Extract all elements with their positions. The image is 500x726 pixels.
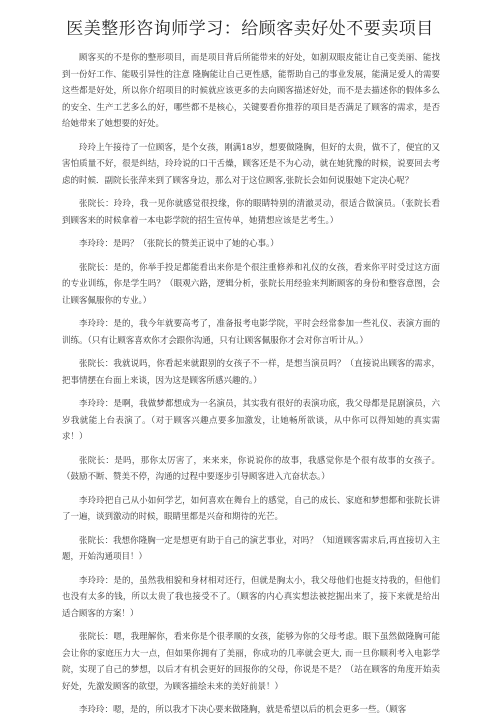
paragraph: 李玲玲：是的，虽然我相貌和身材相对还行，但就是胸太小，我父母他们也挺支持我的，但他们也没有太多的钱，所以太贵了我也接受不了。（顾客的内心真实想法被挖掘出来了，接下来就是给出适合顾客的方案！） xyxy=(62,575,440,619)
paragraph: 张院长：玲玲，我一见你就感觉很投缘，你的眼睛特别的清澈灵动，很适合做演员。（张院长看到顾客来的时候拿着一本电影学院的招生宣传单，她猜想应该是艺考生。） xyxy=(62,199,440,226)
paragraph: 张院长：是的，你举手投足都能看出来你是个很注重修养和礼仪的女孩，看来你平时受过这方面的专业训练，你是学生吗？（眼观六路，逻辑分析，张院长用经验来判断顾客的身份和整容意图，会让顾客佩服你的专业。） xyxy=(62,262,440,306)
paragraph: 李玲玲把自己从小如何学艺，如何喜欢在舞台上的感觉，自己的成长、家庭和梦想都和张院长讲了一遍，谈到激动的时候，眼睛里都是兴奋和期待的光芒。 xyxy=(62,495,440,522)
paragraph: 李玲玲：是吗？（张院长的赞美正说中了她的心事。） xyxy=(79,239,279,249)
paragraph: 张院长：嗯，我理解你，看来你是个很孝顺的女孩，能够为你的父母考虑。眼下虽然做隆胸可能会让你的家庭压力大一点，但如果你拥有了美丽，你成功的几率就会更大, 而一旦你顺利考入电影学院，实现了自己的梦想，以后才有机会更好的回报你的父母，你说是不是？（站在顾客的角度开始卖好处，先激发顾客的欲望，为顾客描绘未来的美好前景！） xyxy=(62,632,440,692)
paragraph: 张院长：是吗，那你太厉害了，来来来，你说说你的故事，我感觉你是个很有故事的女孩子。（鼓励不断、赞美不停，沟通的过程中要逐步引导顾客进入亢奋状态。） xyxy=(62,455,440,482)
paragraph: 玲玲上午接待了一位顾客，是个女孩，刚满18岁，想要做隆胸，但好的太贵，做不了，便宜的又害怕质量不好，很是纠结，玲玲说的口干舌燥，顾客还是不为心动，就在她犹豫的时候，说要回去考虑的时候．副院长张萍来到了顾客身边，那么对于这位顾客,张院长会如何说服她下定决心呢？ xyxy=(62,142,440,186)
paragraph: 李玲玲：是啊，我做梦都想成为一名演员，其实我有很好的表演功底，我父母都是昆剧演员，六岁我就能上台表演了。（对于顾客兴趣点要多加激发，让她畅所欲谈，从中你可以得知她的真实需求！） xyxy=(62,399,440,442)
paragraph: 李玲玲：嗯，是的，所以我才下决心要来做隆胸，就是希望以后的机会更多一些。（顾客 xyxy=(79,705,407,715)
document-body xyxy=(62,50,440,726)
paragraph: 张院长：我就说吗，你看起来就跟别的女孩子不一样，是想当演员吗？（直接说出顾客的需求，把事情摆在台面上来谈，因为这是顾客所感兴趣的。） xyxy=(62,359,440,386)
paragraph: 顾客买的不是你的整形项目，而是项目背后所能带来的好处，如割双眼皮能让自己变美丽、能找到一份好工作、能吸引异性的注意 隆胸能让自己更性感，能帮助自己的事业发展，能满足爱人的需要 这些都是好处，所以你介绍项目的时候就应该更多的去向顾客描述好处，而不是去描述你的假体多么的安全、生产工艺多么的好，哪些都不是核心，关键要看你推荐的项目是否满足了顾客的需求，是否给她带来了她想要的好处。 xyxy=(62,53,440,129)
paragraph: 张院长：我想你隆胸一定是想更有助于自己的演艺事业，对吗？（知道顾客需求后,再直接切入主题，开始沟通项目！） xyxy=(62,535,440,562)
page-title: 医美整形咨询师学习：给顾客卖好处不要卖项目 xyxy=(66,19,434,39)
paragraph: 李玲玲：是的，我今年就要高考了，准备报考电影学院，平时会经常参加一些礼仪、表演方面的训练。（只有让顾客喜欢你才会跟你沟通，只有让顾客佩服你才会对你言听计从。） xyxy=(62,319,440,346)
